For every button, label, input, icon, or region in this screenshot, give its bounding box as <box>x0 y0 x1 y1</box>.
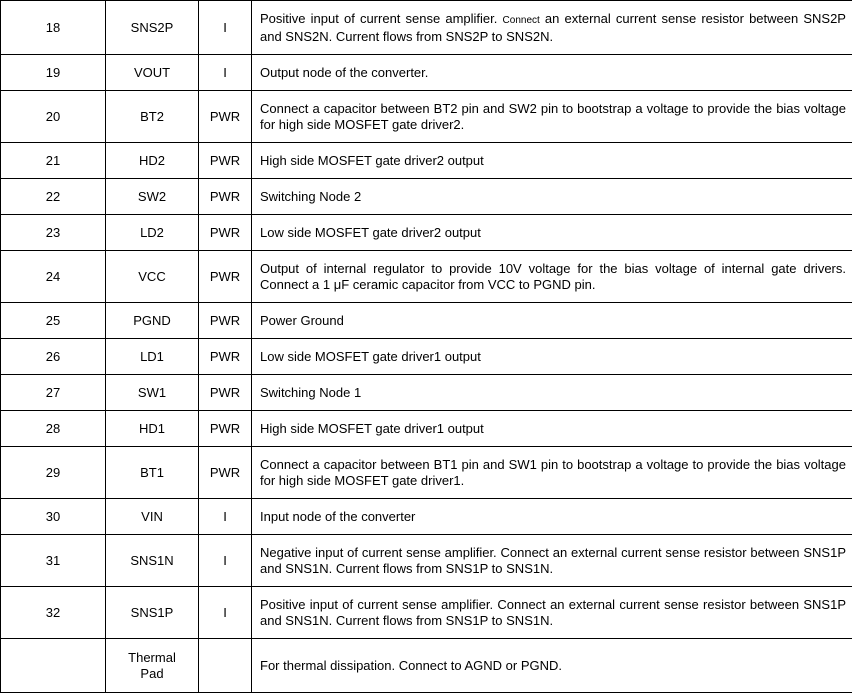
pin-number: 26 <box>1 339 106 375</box>
pin-type: I <box>199 535 252 587</box>
pin-name: HD2 <box>106 143 199 179</box>
pin-type: PWR <box>199 303 252 339</box>
table-row <box>1 499 852 535</box>
pin-type: PWR <box>199 411 252 447</box>
pin-description: Switching Node 1 <box>252 375 852 411</box>
pin-type <box>199 639 252 693</box>
pin-name: LD2 <box>106 215 199 251</box>
pin-name: SW1 <box>106 375 199 411</box>
pin-description: High side MOSFET gate driver1 output <box>252 411 852 447</box>
pin-number: 20 <box>1 91 106 143</box>
pin-description: Switching Node 2 <box>252 179 852 215</box>
table-row <box>1 55 852 91</box>
pin-type: I <box>199 55 252 91</box>
table-row <box>1 1 852 55</box>
pin-name: HD1 <box>106 411 199 447</box>
pin-description: Input node of the converter <box>252 499 852 535</box>
pin-type: PWR <box>199 251 252 303</box>
pin-type: PWR <box>199 179 252 215</box>
pin-name: VOUT <box>106 55 199 91</box>
pin-type: PWR <box>199 215 252 251</box>
pin-name-line: Thermal <box>128 650 176 665</box>
table-row <box>1 411 852 447</box>
pin-name: VIN <box>106 499 199 535</box>
pin-number: 18 <box>1 1 106 55</box>
pin-type: I <box>199 499 252 535</box>
pin-description <box>252 1 852 55</box>
pin-name: BT2 <box>106 91 199 143</box>
table-row <box>1 535 852 587</box>
pin-name: PGND <box>106 303 199 339</box>
pin-description: High side MOSFET gate driver2 output <box>252 143 852 179</box>
pin-type: PWR <box>199 143 252 179</box>
pin-name-line: Pad <box>140 666 163 681</box>
pin-name: SNS1P <box>106 587 199 639</box>
pin-name <box>106 639 199 693</box>
desc-part: Positive input of current sense amplifier. <box>260 11 497 26</box>
pin-description: Low side MOSFET gate driver2 output <box>252 215 852 251</box>
pin-description: For thermal dissipation. Connect to AGND or PGND. <box>252 639 852 693</box>
pin-number: 31 <box>1 535 106 587</box>
pin-type: PWR <box>199 375 252 411</box>
pin-number: 23 <box>1 215 106 251</box>
table-row <box>1 215 852 251</box>
pin-name: BT1 <box>106 447 199 499</box>
pin-name: VCC <box>106 251 199 303</box>
pin-type: PWR <box>199 447 252 499</box>
pin-description: Connect a capacitor between BT2 pin and SW2 pin to bootstrap a voltage to provide the bias voltage for high side MOSFET gate driver2. <box>252 91 852 143</box>
pin-name: SNS1N <box>106 535 199 587</box>
table-row <box>1 587 852 639</box>
pin-number: 32 <box>1 587 106 639</box>
pin-type: PWR <box>199 339 252 375</box>
table-row <box>1 143 852 179</box>
pin-description: Power Ground <box>252 303 852 339</box>
table-row <box>1 375 852 411</box>
pin-description: Connect a capacitor between BT1 pin and SW1 pin to bootstrap a voltage to provide the bias voltage for high side MOSFET gate driver1. <box>252 447 852 499</box>
pin-number: 21 <box>1 143 106 179</box>
pin-number: 28 <box>1 411 106 447</box>
pin-number: 25 <box>1 303 106 339</box>
pin-name: LD1 <box>106 339 199 375</box>
pin-number: 22 <box>1 179 106 215</box>
desc-part: an external current sense resistor between SNS2P and SNS2N. Current flows from SNS2P to SNS2N. <box>260 11 846 44</box>
table-row <box>1 639 852 693</box>
pin-number: 29 <box>1 447 106 499</box>
table-row <box>1 179 852 215</box>
pin-description: Output of internal regulator to provide 10V voltage for the bias voltage of internal gate drivers. Connect a 1 μF ceramic capacitor from VCC to PGND pin. <box>252 251 852 303</box>
table-row <box>1 339 852 375</box>
pin-description: Positive input of current sense amplifier. Connect an external current sense resistor between SNS1P and SNS1N. Current flows from SNS1P to SNS1N. <box>252 587 852 639</box>
table-row <box>1 91 852 143</box>
pin-number: 27 <box>1 375 106 411</box>
pin-number <box>1 639 106 693</box>
pin-number: 19 <box>1 55 106 91</box>
table-row <box>1 303 852 339</box>
table-row <box>1 251 852 303</box>
pin-name: SNS2P <box>106 1 199 55</box>
pin-number: 30 <box>1 499 106 535</box>
table-row <box>1 447 852 499</box>
pin-type: I <box>199 587 252 639</box>
pin-name: SW2 <box>106 179 199 215</box>
pin-description: Output node of the converter. <box>252 55 852 91</box>
pin-number: 24 <box>1 251 106 303</box>
pin-description: Low side MOSFET gate driver1 output <box>252 339 852 375</box>
pin-type: PWR <box>199 91 252 143</box>
pin-type: I <box>199 1 252 55</box>
desc-small-text: Connect <box>503 15 540 26</box>
pin-description: Negative input of current sense amplifier. Connect an external current sense resistor between SNS1P and SNS1N. Current flows from SNS1P to SNS1N. <box>252 535 852 587</box>
